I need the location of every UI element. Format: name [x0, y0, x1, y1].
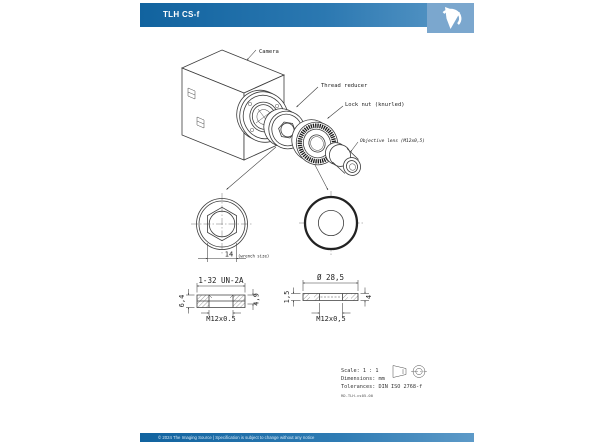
footer-copyright-text: © 2024 The Imaging Source | Specification is subject to change without any notice: [158, 435, 315, 440]
footer-bar: [140, 433, 474, 442]
lock-nut-front-view: [299, 191, 363, 255]
dimensions-text: Dimensions: mm: [341, 376, 385, 382]
first-angle-projection-icon: [393, 366, 427, 378]
reducer-thread-dim: 1-32 UN-2A: [198, 276, 244, 285]
thread-reducer-front-view: [191, 193, 269, 262]
camera-label: Camera: [259, 49, 279, 55]
objective-lens-label: Objective lens (M12x0,5): [360, 139, 426, 144]
lock-nut-section-view: [283, 273, 373, 323]
thread-reducer-section-view: [178, 276, 261, 323]
nut-diameter-dim: Ø 28,5: [316, 273, 345, 282]
nut-thickness-dim: 1,5: [283, 290, 291, 304]
wrench-size-value: 14: [224, 250, 234, 259]
thread-reducer-label: Thread reducer: [321, 83, 368, 89]
nut-rim-dim: 4: [365, 294, 373, 300]
tolerances-text: Tolerances: DIN ISO 2768-f: [341, 384, 423, 390]
wrench-size-note: (wrench size): [238, 253, 270, 259]
nut-bore-thread-dim: M12x0,5: [316, 315, 346, 323]
drawing-code-text: RD-TLH-cs05-00: [341, 393, 374, 398]
scale-text: Scale: 1 : 1: [341, 368, 379, 374]
reducer-collar-dim: 4,9: [252, 293, 261, 306]
reducer-bore-thread-dim: M12x0.5: [206, 315, 236, 323]
info-block: [341, 366, 427, 399]
page-title: TLH CS-f: [163, 10, 200, 19]
reducer-height-dim: 6,4: [178, 294, 186, 308]
lock-nut-label: Lock nut (knurled): [345, 102, 405, 108]
